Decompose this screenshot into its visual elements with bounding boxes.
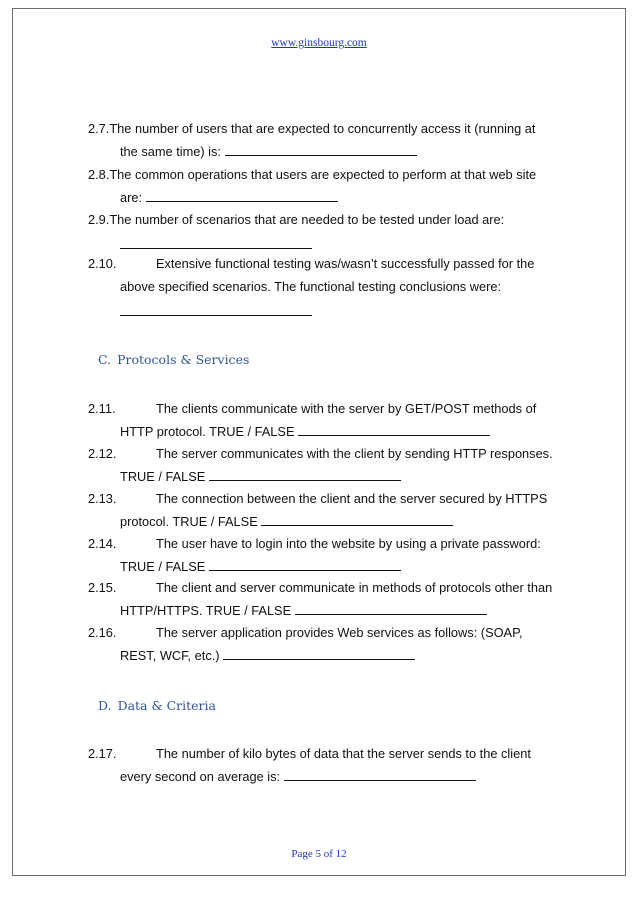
- item-number: 2.17.: [88, 746, 117, 761]
- question-2-9: [88, 208, 568, 249]
- question-2-12: [88, 442, 568, 488]
- page-number-footer: Page 5 of 12: [291, 848, 347, 860]
- item-text: The clients communicate with the server by GET/POST methods of: [156, 401, 537, 416]
- question-2-14: [88, 532, 568, 578]
- question-2-7: [88, 117, 568, 163]
- item-text: The client and server communicate in methods of protocols other than: [156, 580, 553, 595]
- answer-blank[interactable]: [146, 188, 338, 202]
- item-number: 2.7.: [88, 121, 110, 136]
- answer-blank[interactable]: [120, 301, 312, 316]
- answer-blank[interactable]: [295, 601, 487, 615]
- section-heading-protocols: [98, 352, 249, 367]
- item-number: 2.8.: [88, 167, 110, 182]
- item-text: The server application provides Web services as follows: (SOAP,: [156, 625, 523, 640]
- answer-blank[interactable]: [120, 234, 312, 249]
- item-text: The number of kilo bytes of data that the server sends to the client: [156, 746, 531, 761]
- item-text: above specified scenarios. The functional testing conclusions were:: [120, 279, 502, 294]
- item-text: TRUE / FALSE: [120, 559, 206, 574]
- answer-blank[interactable]: [209, 557, 401, 571]
- item-number: 2.10.: [88, 256, 117, 271]
- question-2-11: [88, 397, 568, 443]
- item-text: The user have to login into the website by using a private password:: [156, 536, 541, 551]
- item-text: HTTP protocol. TRUE / FALSE: [120, 424, 295, 439]
- answer-blank[interactable]: [261, 512, 453, 526]
- header-url-link[interactable]: www.ginsbourg.com: [271, 37, 367, 49]
- item-text: The number of scenarios that are needed to be tested under load are:: [109, 212, 505, 227]
- question-2-10: [88, 252, 568, 316]
- section-heading-data: [98, 698, 216, 713]
- question-2-16: [88, 621, 568, 667]
- item-number: 2.9.: [88, 212, 110, 227]
- item-number: 2.14.: [88, 536, 117, 551]
- item-text: The connection between the client and the server secured by HTTPS: [156, 491, 548, 506]
- section-title: Data & Criteria: [117, 698, 216, 713]
- item-text: Extensive functional testing was/wasn’t successfully passed for the: [156, 256, 535, 271]
- answer-blank[interactable]: [284, 767, 476, 781]
- item-text: are:: [120, 190, 143, 205]
- answer-blank[interactable]: [225, 142, 417, 156]
- item-text: every second on average is:: [120, 769, 281, 784]
- item-number: 2.13.: [88, 491, 117, 506]
- item-text: REST, WCF, etc.): [120, 648, 220, 663]
- item-text: HTTP/HTTPS. TRUE / FALSE: [120, 603, 292, 618]
- question-2-17: [88, 742, 568, 788]
- question-2-15: [88, 576, 568, 622]
- question-2-8: [88, 163, 568, 209]
- section-letter: D.: [98, 698, 112, 713]
- section-title: Protocols & Services: [117, 352, 250, 367]
- answer-blank[interactable]: [223, 646, 415, 660]
- item-text: The server communicates with the client by sending HTTP responses.: [156, 446, 553, 461]
- question-2-13: [88, 487, 568, 533]
- item-text: protocol. TRUE / FALSE: [120, 514, 258, 529]
- item-number: 2.12.: [88, 446, 117, 461]
- answer-blank[interactable]: [298, 422, 490, 436]
- item-number: 2.11.: [88, 401, 116, 416]
- section-letter: C.: [98, 352, 112, 367]
- item-number: 2.16.: [88, 625, 117, 640]
- item-text: TRUE / FALSE: [120, 469, 206, 484]
- item-text: The common operations that users are expected to perform at that web site: [109, 167, 537, 182]
- answer-blank[interactable]: [209, 467, 401, 481]
- item-text: the same time) is:: [120, 144, 221, 159]
- item-text: The number of users that are expected to concurrently access it (running at: [109, 121, 536, 136]
- item-number: 2.15.: [88, 580, 117, 595]
